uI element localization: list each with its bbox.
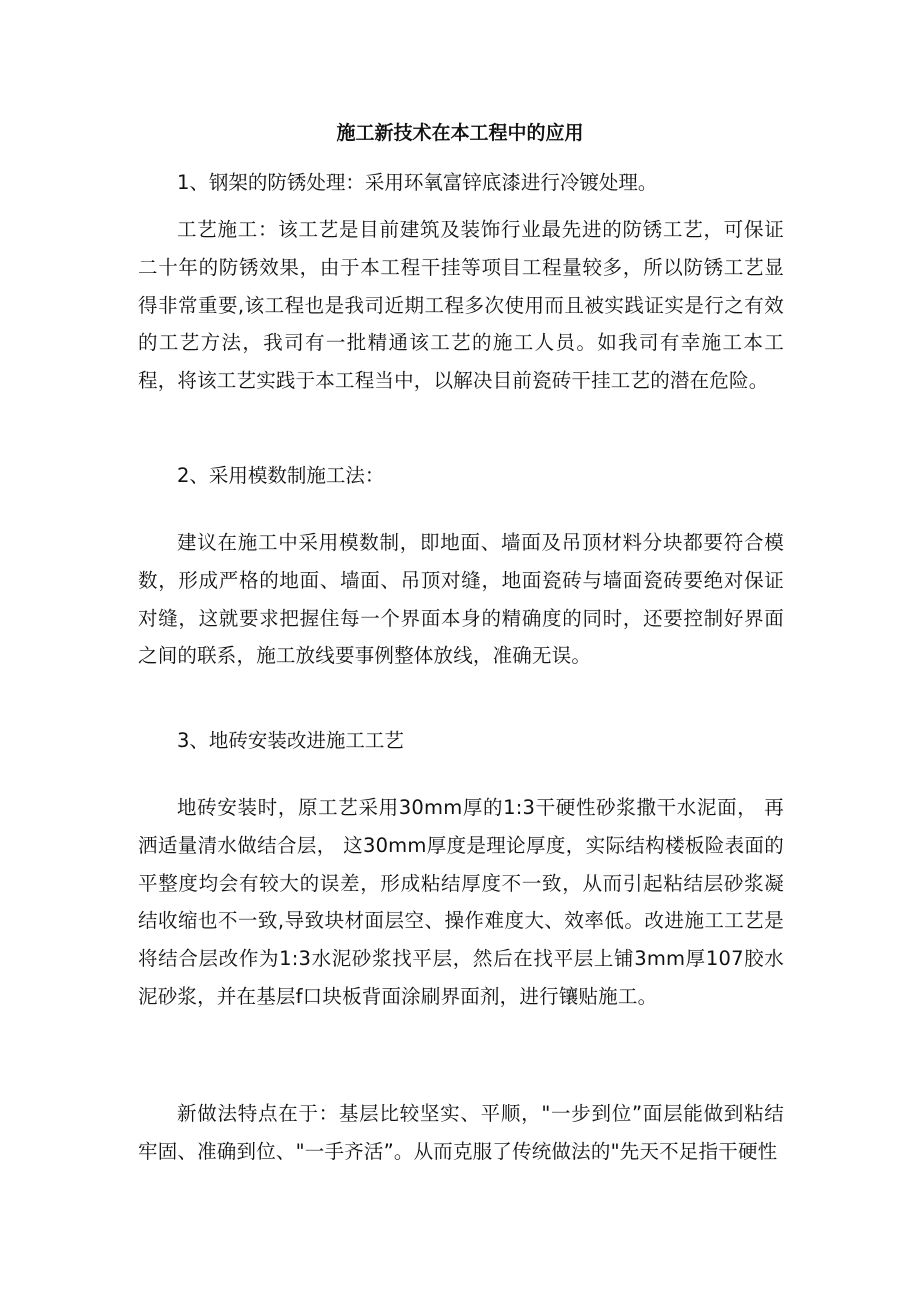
section-1-body: 工艺施工：该工艺是目前建筑及装饰行业最先进的防锈工艺，可保证二十年的防锈效果，由于本工程干挂等项目工程量较多，所以防锈工艺显得非常重要,该工程也是我司近期工程多次使用而且被实践证实是行之有效的工艺方法，我司有一批精通该工艺的施工人员。如我司有幸施工本工程，将该工艺实践于本工程当中，以解决目前瓷砖干挂工艺的潜在危险。 bbox=[138, 218, 784, 393]
document-title: 施工新技术在本工程中的应用 bbox=[336, 122, 584, 144]
section-3-body: 地砖安装时，原工艺采用30mm厚的1:3干硬性砂浆撒干水泥面， 再洒适量清水做结合层， 这30mm厚度是理论厚度，实际结构楼板险表面的平整度均会有较大的误差，形成粘结厚度不一致，从而引起粘结层砂浆凝结收缩也不一致,导致块材面层空、操作难度大、效率低。改进施工工艺是将结合层改作为1:3水泥砂浆找平层，然后在找平层上铺3mm厚107胶水泥砂浆，并在基层f口块板背面涂刷界面剂，进行镶贴施工。 bbox=[138, 796, 784, 1008]
section-2-heading: 2、采用模数制施工法： bbox=[177, 464, 385, 487]
section-2-body: 建议在施工中采用模数制，即地面、墙面及吊顶材料分块都要符合模数，形成严格的地面、墙面、吊顶对缝，地面瓷砖与墙面瓷砖要绝对保证对缝，这就要求把握住每一个界面本身的精确度的同时，还要控制好界面之间的联系，施工放线要事例整体放线，准确无误。 bbox=[138, 531, 784, 668]
section-3-body-continued: 新做法特点在于：基层比较坚实、平顺，"一步到位”面层能做到粘结牢固、准确到位、"一手齐活”。从而克服了传统做法的"先天不足指干硬性 bbox=[138, 1102, 784, 1163]
section-3-heading: 3、地砖安装改进施工工艺 bbox=[177, 729, 404, 752]
section-1-heading: 1、钢架的防锈处理：采用环氧富锌底漆进行冷镀处理。 bbox=[177, 171, 658, 194]
